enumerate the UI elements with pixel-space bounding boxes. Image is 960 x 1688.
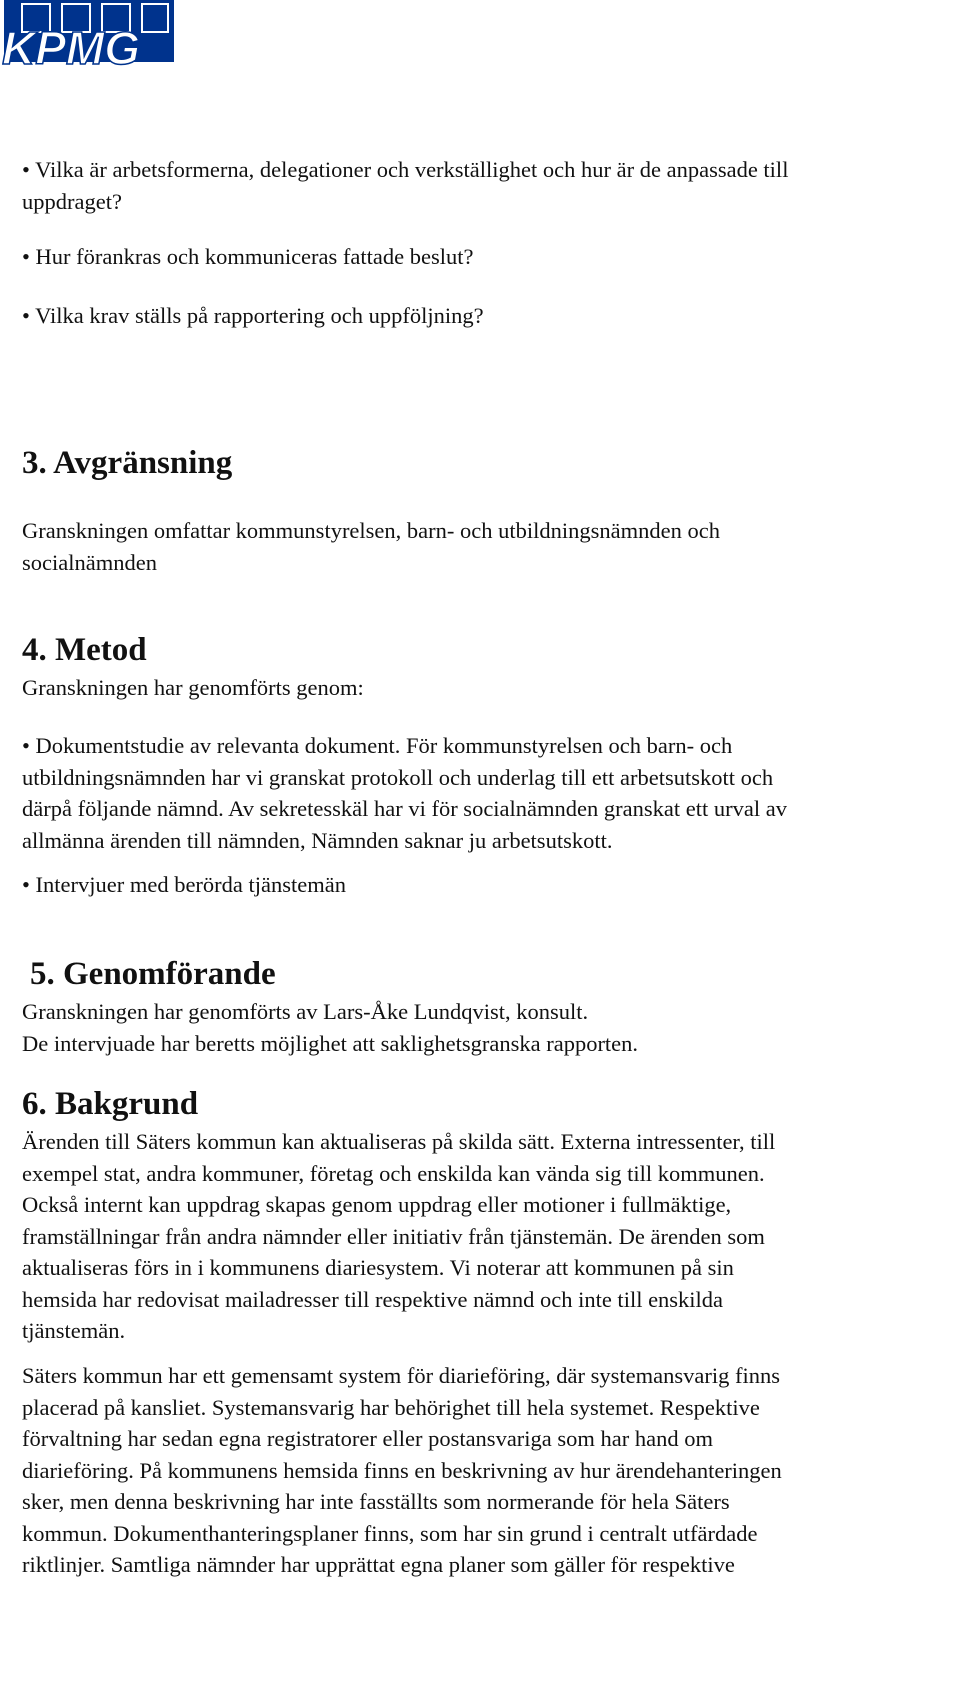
kpmg-logo-text: KPMG <box>2 22 140 68</box>
paragraph-line: tjänstemän. <box>22 1318 126 1343</box>
paragraph-line: socialnämnden <box>22 550 157 575</box>
bullet-line: uppdraget? <box>22 189 122 214</box>
bullet-item: • Vilka krav ställs på rapportering och uppföljning? <box>22 303 484 328</box>
section-paragraph <box>22 1126 775 1347</box>
paragraph-line: Ärenden till Säters kommun kan aktualiseras på skilda sätt. Externa intressenter, till <box>22 1129 776 1154</box>
paragraph-line: hemsida har redovisat mailadresser till respektive nämnd och inte till enskilda <box>22 1286 724 1312</box>
section-intro: Granskningen har genomförts genom: <box>22 675 364 700</box>
section-heading-metod: 4. Metod <box>22 632 147 668</box>
bullet-item <box>22 154 788 218</box>
bullet-item: • Intervjuer med berörda tjänstemän <box>22 872 346 897</box>
paragraph-line: Också internt kan uppdrag skapas genom uppdrag eller motioner i fullmäktige, <box>22 1192 732 1217</box>
bullet-line: utbildningsnämnden har vi granskat protokoll och underlag till ett arbetsutskott och <box>22 764 774 790</box>
section-paragraph <box>22 996 638 1060</box>
kpmg-logo <box>0 0 174 68</box>
paragraph-line: riktlinjer. Samtliga nämnder har upprättat egna planer som gäller för respektive <box>22 1552 735 1577</box>
section-heading-genomforande: 5. Genomförande <box>30 956 276 992</box>
paragraph-line: Säters kommun har ett gemensamt system för diarieföring, där systemansvarig finns <box>22 1363 780 1388</box>
paragraph-line: sker, men denna beskrivning har inte fasställts som normerande för hela Säters <box>22 1489 730 1514</box>
paragraph-line: exempel stat, andra kommuner, företag och enskilda kan vända sig till kommunen. <box>22 1160 765 1186</box>
paragraph-line: Granskningen omfattar kommunstyrelsen, barn- och utbildningsnämnden och <box>22 518 720 543</box>
paragraph-line: förvaltning har sedan egna registratorer eller postansvariga som har hand om <box>22 1426 714 1451</box>
bullet-line: • Vilka är arbetsformerna, delegationer och verkställighet och hur är de anpassade till <box>22 157 789 182</box>
section-heading-bakgrund: 6. Bakgrund <box>22 1086 199 1122</box>
paragraph-line: Granskningen har genomförts av Lars-Åke Lundqvist, konsult. <box>22 999 589 1024</box>
section-paragraph <box>22 1360 782 1581</box>
paragraph-line: kommun. Dokumenthanteringsplaner finns, som har sin grund i centralt utfärdade <box>22 1520 758 1546</box>
bullet-line: • Dokumentstudie av relevanta dokument. För kommunstyrelsen och barn- och <box>22 733 733 758</box>
section-heading-avgransning: 3. Avgränsning <box>22 445 233 481</box>
paragraph-line: framställningar från andra nämnder eller initiativ från tjänstemän. De ärenden som <box>22 1223 765 1249</box>
paragraph-line: diarieföring. På kommunens hemsida finns en beskrivning av hur ärendehanteringen <box>22 1457 782 1483</box>
bullet-item: • Hur förankras och kommuniceras fattade beslut? <box>22 244 474 269</box>
bullet-item <box>22 730 787 856</box>
section-paragraph <box>22 515 720 579</box>
bullet-line: allmänna ärenden till nämnden, Nämnden saknar ju arbetsutskott. <box>22 827 613 853</box>
paragraph-line: De intervjuade har beretts möjlighet att saklighetsgranska rapporten. <box>22 1031 639 1056</box>
bullet-line: därpå följande nämnd. Av sekretesskäl har vi för socialnämnden granskat ett urval av <box>22 796 787 821</box>
paragraph-line: aktualiseras förs in i kommunens diariesystem. Vi noterar att kommunen på sin <box>22 1255 734 1280</box>
paragraph-line: placerad på kansliet. Systemansvarig har behörighet till hela systemet. Respektive <box>22 1394 760 1420</box>
